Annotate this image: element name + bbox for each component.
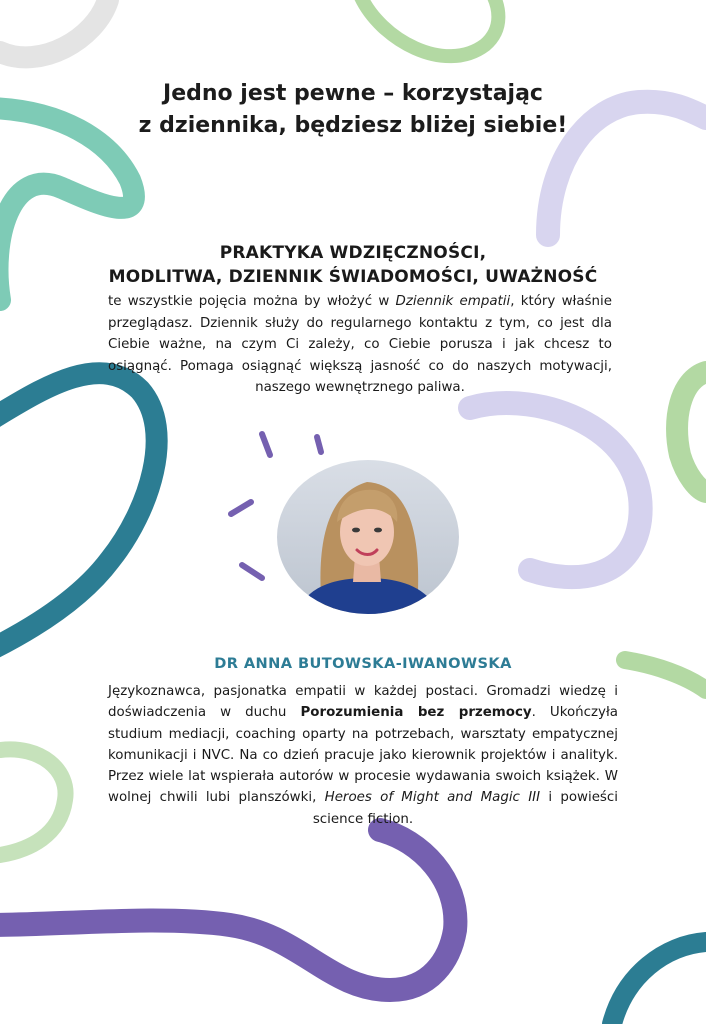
bio-text-3: i powieści science fiction. bbox=[312, 790, 618, 827]
bio-text-1: Językoznawca, pasjonatka empatii w każdej postaci. Gromadzi wiedzę i doświadczenia w duchu bbox=[108, 684, 618, 721]
purple-wave bbox=[0, 830, 455, 990]
author-name: DR ANNA BUTOWSKA-IWANOWSKA bbox=[214, 655, 512, 672]
headline-line-2: z dziennika, będziesz bliżej siebie! bbox=[138, 113, 568, 138]
bio-game-title: Heroes of Might and Magic III bbox=[324, 790, 541, 806]
teal-loop bbox=[0, 373, 157, 650]
author-bio bbox=[108, 681, 618, 830]
intro-paragraph bbox=[108, 291, 612, 399]
author-photo bbox=[277, 460, 459, 614]
green-dash-right bbox=[625, 660, 706, 690]
journal-title: Dziennik empatii bbox=[395, 294, 511, 309]
section-title-line-2: MODLITWA, DZIENNIK ŚWIADOMOŚCI, UWAŻNOŚĆ bbox=[108, 267, 598, 287]
section-title-line-1: PRAKTYKA WDZIĘCZNOŚCI, bbox=[219, 243, 487, 263]
headline-line-1: Jedno jest pewne – korzystając bbox=[163, 81, 543, 106]
teal-arc-bottom bbox=[612, 942, 706, 1024]
bio-text-2: . Ukończyła studium mediacji, coaching oparty na potrzebach, warsztaty empatycznej komunikacji i NVC. Na co dzień pracuje jako kierownik projektów i analityk. Przez wiele lat wspierała autorów w procesie wydawania swoich książek. W wolnej chwili lubi planszówki, bbox=[108, 705, 618, 806]
headline bbox=[90, 78, 616, 142]
intro-text-rest: , który właśnie przeglądasz. Dziennik służy do regularnego kontaktu z tym, co jest dla Ciebie ważne, na czym Ci zależy, co Ciebie porusza i jak chcesz to osiągnąć. Pomaga osiągnąć większą jasność co do naszych motywacji, naszego wewnętrznego paliwa. bbox=[108, 294, 612, 396]
green-arc-right bbox=[677, 372, 706, 492]
green-arc-top bbox=[360, 0, 498, 56]
intro-text-start: te wszystkie pojęcia można by włożyć w bbox=[108, 294, 396, 309]
bio-nvc-term: Porozumienia bez przemocy bbox=[300, 705, 532, 721]
section-title bbox=[60, 241, 646, 289]
green-arc-bottom bbox=[0, 749, 66, 855]
lavender-arc-mid bbox=[470, 403, 641, 577]
grey-arc bbox=[0, 0, 108, 57]
